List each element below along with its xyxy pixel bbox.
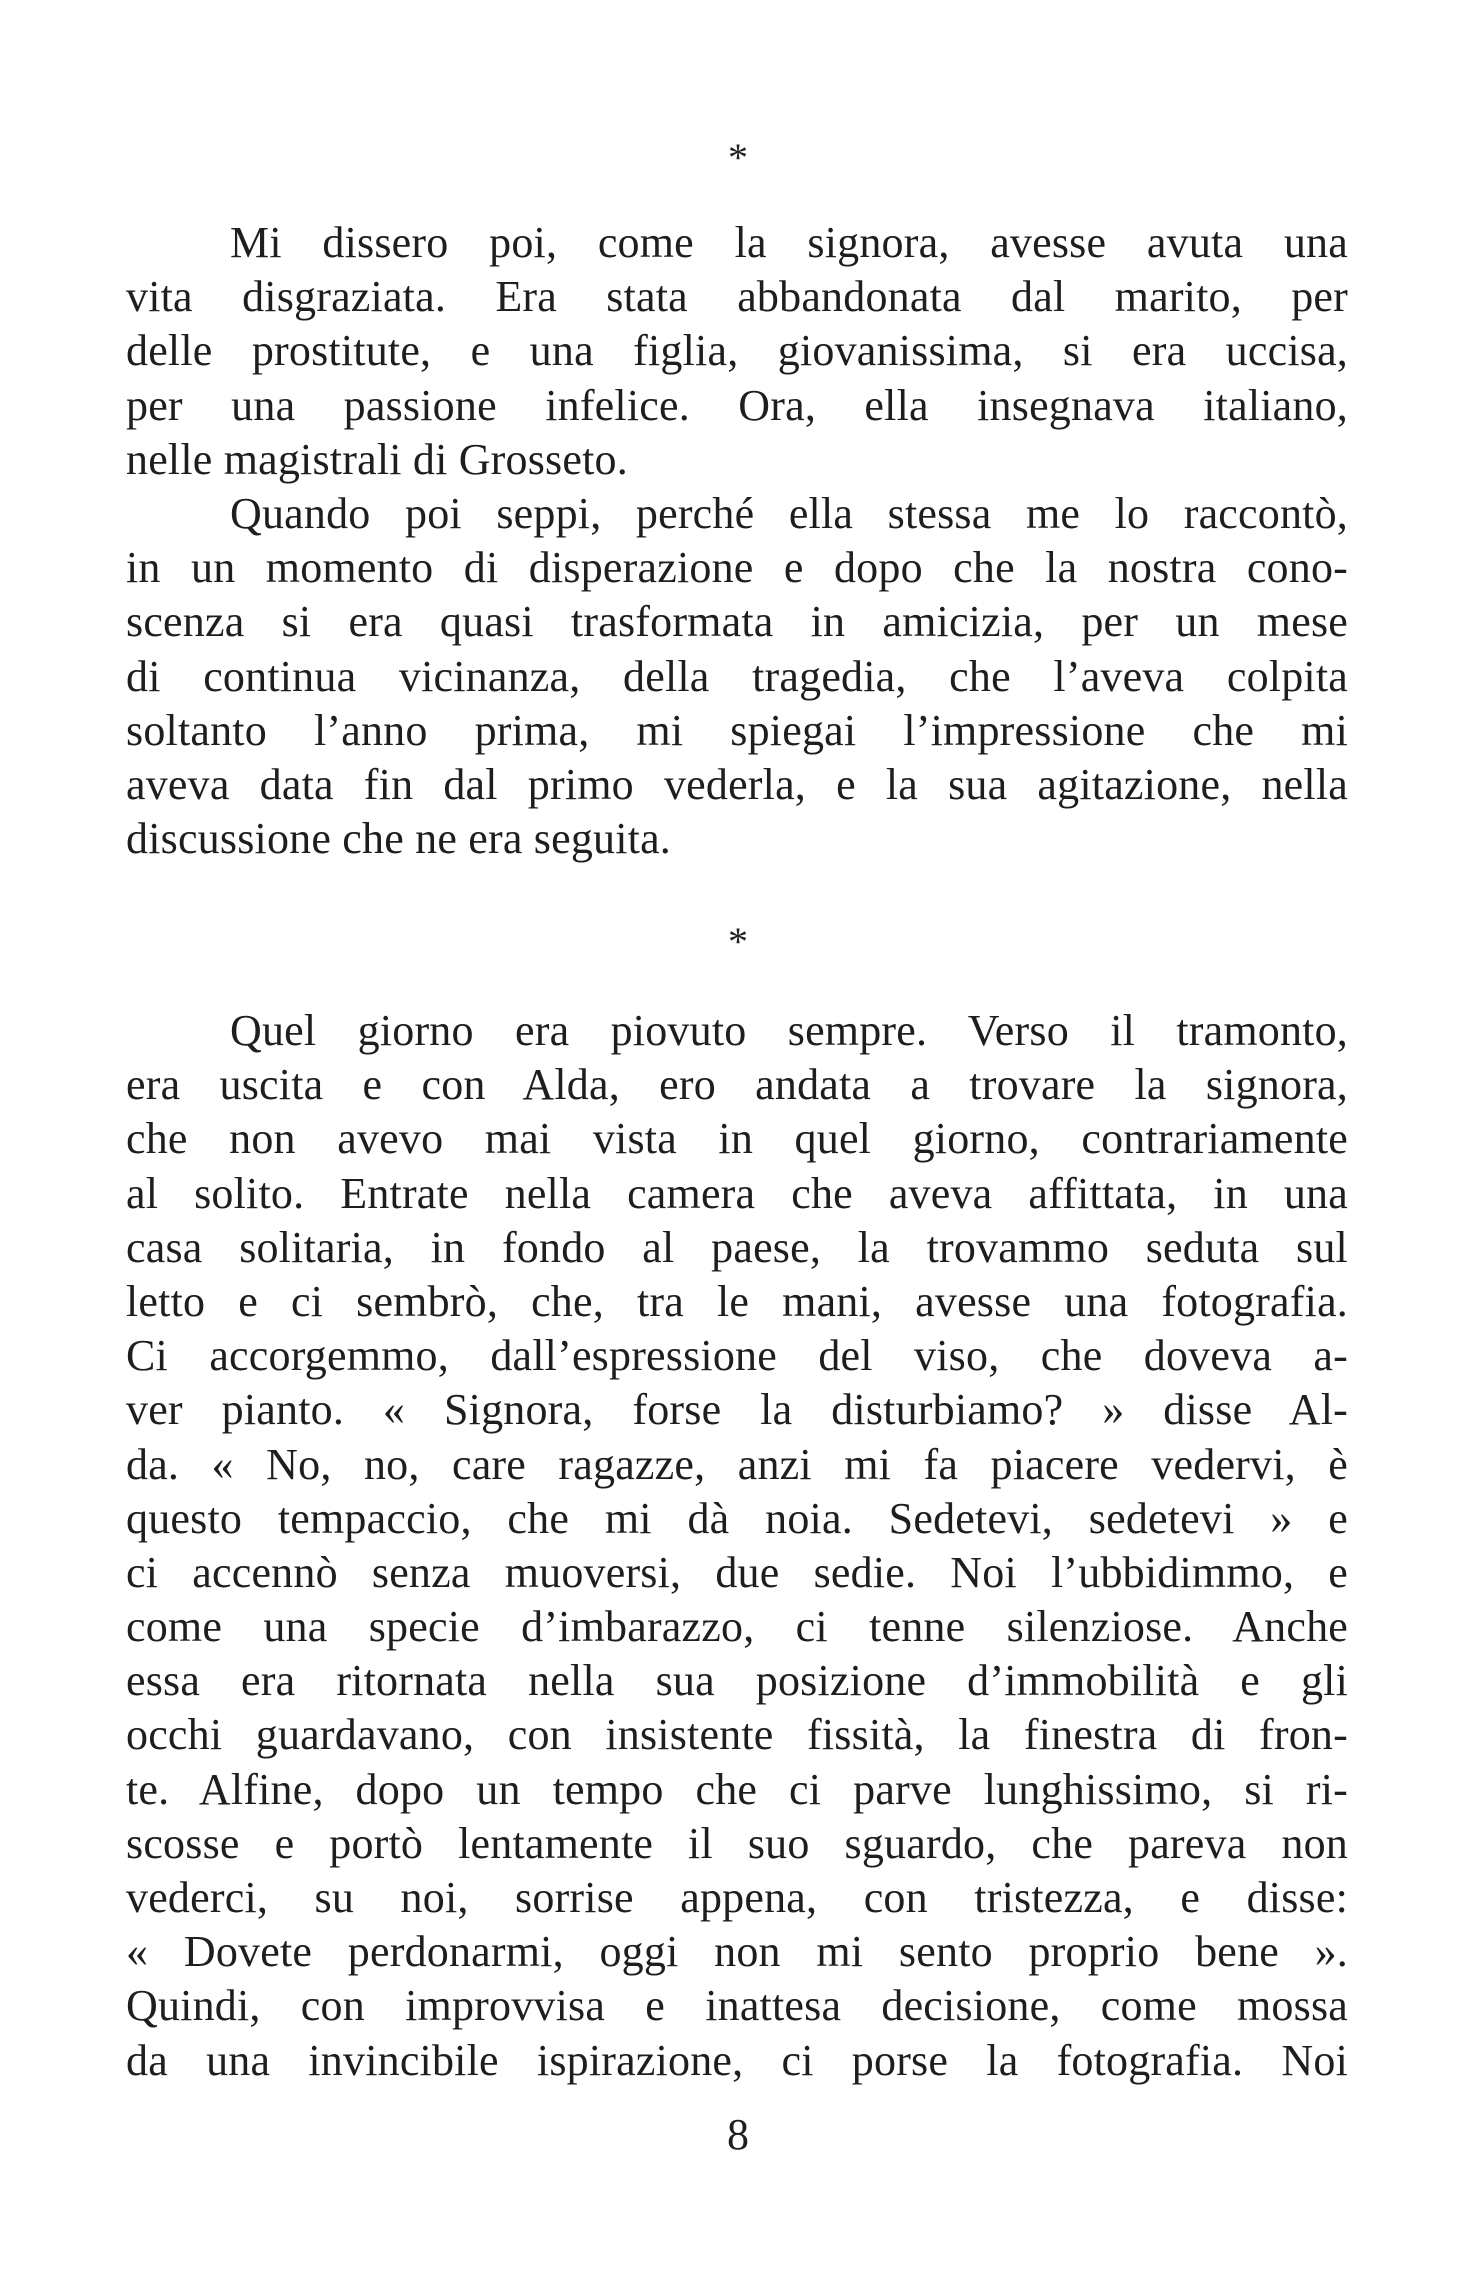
text-line: questo tempaccio, che mi dà noia. Sedetevi, sedetevi » e xyxy=(126,1493,1348,1543)
text-line: essa era ritornata nella sua posizione d’immobilità e gli xyxy=(126,1656,1348,1706)
text-line: aveva data fin dal primo vederla, e la sua agitazione, nella xyxy=(126,759,1348,809)
text-line: Quel giorno era piovuto sempre. Verso il tramonto, xyxy=(230,1006,1348,1055)
text-line: ver pianto. « Signora, forse la disturbiamo? » disse Al- xyxy=(126,1385,1348,1435)
paragraph-block-2 xyxy=(126,1004,1348,2088)
text-line: delle prostitute, e una figlia, giovanissima, si era uccisa, xyxy=(126,326,1348,376)
text-line: casa solitaria, in fondo al paese, la trovammo seduta sul xyxy=(126,1222,1348,1272)
section-separator: * xyxy=(728,135,748,180)
page-number: 8 xyxy=(727,2110,749,2159)
text-line: Ci accorgemmo, dall’espressione del viso, che doveva a- xyxy=(126,1331,1348,1381)
text-line: nelle magistrali di Grosseto. xyxy=(126,434,628,484)
text-line: era uscita e con Alda, ero andata a trovare la signora, xyxy=(126,1060,1348,1110)
text-line: « Dovete perdonarmi, oggi non mi sento proprio bene ». xyxy=(126,1927,1348,1977)
text-line: che non avevo mai vista in quel giorno, contrariamente xyxy=(126,1114,1348,1164)
text-line: di continua vicinanza, della tragedia, che l’aveva colpita xyxy=(126,651,1348,701)
text-line: scenza si era quasi trasformata in amicizia, per un mese xyxy=(126,597,1348,647)
text-line: per una passione infelice. Ora, ella insegnava italiano, xyxy=(126,380,1348,430)
text-line: in un momento di disperazione e dopo che la nostra cono- xyxy=(126,543,1348,593)
text-line: come una specie d’imbarazzo, ci tenne silenziose. Anche xyxy=(126,1602,1348,1652)
paragraph-block-1 xyxy=(126,216,1348,866)
text-line: da. « No, no, care ragazze, anzi mi fa piacere vedervi, è xyxy=(126,1439,1348,1489)
text-line: al solito. Entrate nella camera che aveva affittata, in una xyxy=(126,1168,1348,1218)
text-line: ci accennò senza muoversi, due sedie. Noi l’ubbidimmo, e xyxy=(126,1547,1348,1597)
text-line: vita disgraziata. Era stata abbandonata dal marito, per xyxy=(126,272,1348,322)
text-line: scosse e portò lentamente il suo sguardo, che pareva non xyxy=(126,1818,1348,1868)
text-line: da una invincibile ispirazione, ci porse la fotografia. Noi xyxy=(126,2035,1348,2085)
text-line: Quando poi seppi, perché ella stessa me lo raccontò, xyxy=(230,488,1348,538)
text-line: soltanto l’anno prima, mi spiegai l’impressione che mi xyxy=(126,705,1348,755)
text-line: vederci, su noi, sorrise appena, con tristezza, e disse: xyxy=(126,1873,1348,1922)
text-line: te. Alfine, dopo un tempo che ci parve lunghissimo, si ri- xyxy=(126,1764,1348,1814)
text-line: Quindi, con improvvisa e inattesa decisione, come mossa xyxy=(126,1981,1348,2031)
text-line: occhi guardavano, con insistente fissità, la finestra di fron- xyxy=(126,1710,1348,1760)
text-line: letto e ci sembrò, che, tra le mani, avesse una fotografia. xyxy=(126,1276,1348,1326)
text-line: Mi dissero poi, come la signora, avesse avuta una xyxy=(230,218,1348,267)
section-separator: * xyxy=(728,919,748,964)
text-line: discussione che ne era seguita. xyxy=(126,814,672,864)
